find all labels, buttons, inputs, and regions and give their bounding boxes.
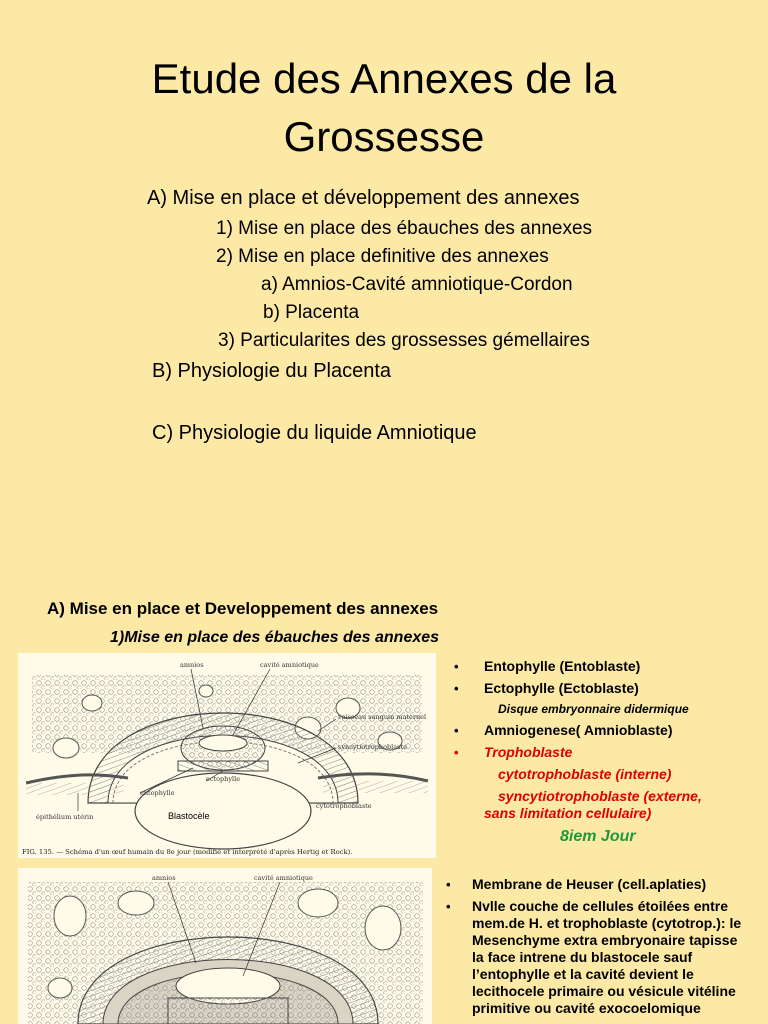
section-heading: A) Mise en place et Developpement des annexes (47, 599, 439, 618)
label-blastocele: Blastocèle (168, 811, 210, 821)
bullet-list-1: • Entophylle (Entoblaste) • Ectophylle (Ectoblaste) Disque embryonnaire didermique • Amniogenese( Amnioblaste) • Trophoblaste cytotrophoblaste (interne) syncytiotrophoblaste (externe, sans limitation cellulaire) 8iem Jour (454, 658, 702, 845)
bullet-amniogenese: Amniogenese( Amnioblaste) (484, 722, 673, 738)
bullet-entophylle: Entophylle (Entoblaste) (484, 658, 641, 674)
mesenchyme-line-6: lecithocele primaire ou vésicule vitéline (472, 983, 736, 999)
slide-title (0, 50, 768, 166)
bullet-cytotrophoblaste: cytotrophoblaste (interne) (498, 766, 672, 782)
bullet-ectophylle: Ectophylle (Ectoblaste) (484, 680, 639, 696)
toc-item-a3: 3) Particularites des grossesses gémellaires (218, 330, 590, 351)
bullet-disque-embryonnaire: Disque embryonnaire didermique (498, 702, 689, 716)
section-subheading: 1)Mise en place des ébauches des annexes (110, 629, 440, 646)
label-vaisseau: vaisseau sanguin maternel (338, 713, 427, 721)
figure1-caption: FIG. 135. — Schéma d'un œuf humain du 8e jour (modifié et interprété d'après Hertig et Rock). (22, 848, 353, 856)
embryo-diagram-2 (18, 868, 432, 1024)
toc-item-a: A) Mise en place et développement des annexes (147, 187, 580, 209)
bullet-membrane-heuser: Membrane de Heuser (cell.aplaties) (472, 876, 707, 892)
label-entophylle: entophylle (140, 789, 175, 797)
bullet-list-2: • Membrane de Heuser (cell.aplaties) • Nvlle couche de cellules étoilées entre mem.de H. et trophoblaste (cytotrop.): le Mesenchyme extra embryonaire tapisse la face intrene du blastocele sauf l’entophylle et la cavité devient le lecithocele primaire ou vésicule vitéline primitive ou cavité exocoelomique (446, 876, 742, 1016)
mesenchyme-line-4: la face intrene du blastocele sauf (472, 949, 693, 965)
toc-item-c: C) Physiologie du liquide Amniotique (152, 422, 477, 444)
toc-item-b: B) Physiologie du Placenta (152, 360, 392, 382)
mesenchyme-line-7: primitive ou cavité exocoelomique (472, 1000, 701, 1016)
toc-item-a1: 1) Mise en place des ébauches des annexes (216, 218, 593, 239)
label-cavite-amniotique-2: cavité amniotique (254, 874, 313, 882)
toc-item-a2a: a) Amnios-Cavité amniotique-Cordon (261, 274, 573, 295)
label-amnios-2: amnios (152, 874, 176, 882)
label-cytotrophoblaste: cytotrophoblaste (316, 802, 372, 810)
figure-blastocyst-later (18, 868, 432, 1024)
mesenchyme-line-3: Mesenchyme extra embryonaire tapisse (472, 932, 738, 948)
bullet-trophoblaste: Trophoblaste (484, 744, 573, 760)
figure-8th-day-embryo (18, 653, 436, 858)
toc-item-a2: 2) Mise en place definitive des annexes (216, 246, 549, 267)
bullet-syncytiotrophoblaste-cont: sans limitation cellulaire) (484, 805, 652, 821)
bullet-mesenchyme (472, 898, 741, 1017)
title-line-2: Grossesse (283, 113, 485, 160)
label-ectophylle: ectophylle (206, 775, 241, 783)
mesenchyme-line-2: mem.de H. et trophoblaste (cytotrop.): le (472, 915, 742, 931)
label-epithelium: épithélium utérin (36, 813, 94, 821)
bullet-syncytiotrophoblaste: syncytiotrophoblaste (externe, (498, 788, 702, 804)
label-cavite-amniotique: cavité amniotique (260, 661, 319, 669)
embryo-diagram (18, 653, 436, 858)
title-line-1: Etude des Annexes de la (151, 55, 617, 102)
label-amnios: amnios (180, 661, 204, 669)
toc-item-a2b: b) Placenta (263, 302, 360, 323)
mesenchyme-line-1: Nvlle couche de cellules étoilées entre (472, 898, 728, 914)
day-label: 8iem Jour (560, 828, 636, 845)
label-syncytiotrophoblaste: syncytiotrophoblaste (338, 743, 407, 751)
mesenchyme-line-5: l’entophylle et la cavité devient le (472, 966, 694, 982)
